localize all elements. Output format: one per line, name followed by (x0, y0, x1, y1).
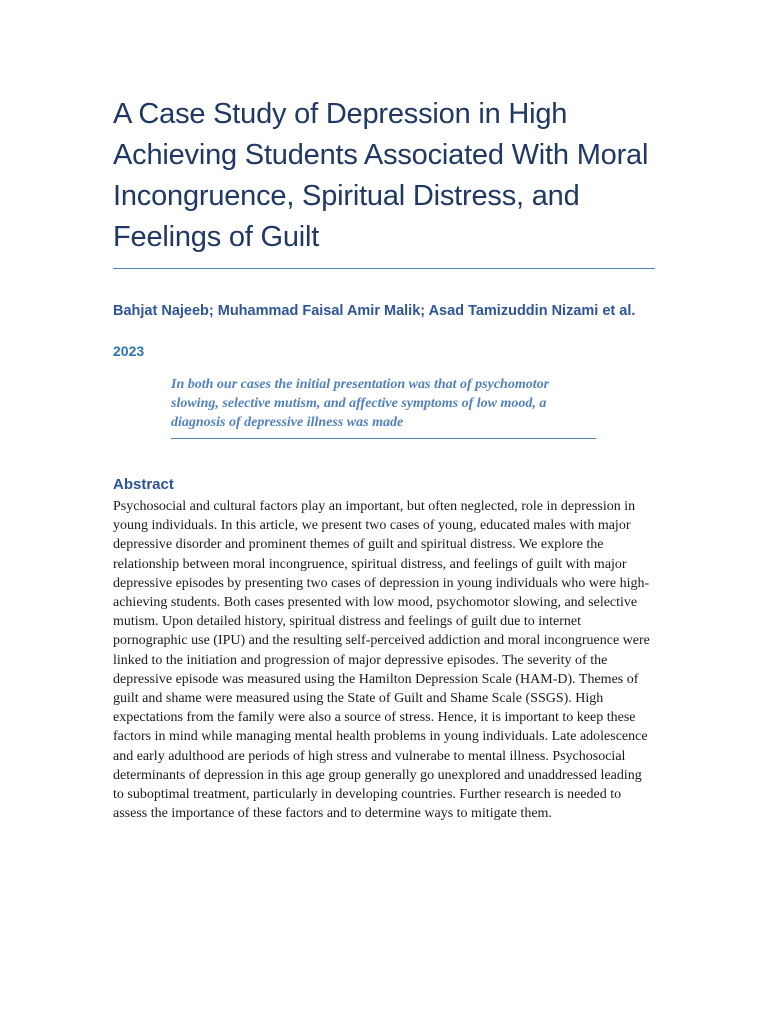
pull-quote: In both our cases the initial presentation was that of psychomotor slowing, selective mutism, and affective symptoms of low mood, a diagnosis of depressive illness was made (171, 375, 596, 439)
document-page (113, 0, 655, 823)
abstract-heading: Abstract (113, 476, 174, 493)
author-list: Bahjat Najeeb; Muhammad Faisal Amir Malik; Asad Tamizuddin Nizami et al. (113, 303, 636, 319)
document-title: A Case Study of Depression in High Achieving Students Associated With Moral Incongruence, Spiritual Distress, and Feelings of Guilt (113, 98, 649, 253)
title-divider (113, 268, 655, 269)
abstract-text: Psychosocial and cultural factors play an important, but often neglected, role in depression in young individuals. In this article, we present two cases of young, educated males with major depressive disorder and prominent themes of guilt and spiritual distress. We explore the relationship between moral incongruence, spiritual distress, and feelings of guilt with major depressive episodes by presenting two cases of depression in young individuals who were high-achieving students. Both cases presented with low mood, psychomotor slowing, and selective mutism. Upon detailed history, spiritual distress and feelings of guilt due to internet pornographic use (IPU) and the resulting self-perceived addiction and moral incongruence were linked to the initiation and progression of major depressive episodes. The severity of the depressive episode was measured using the Hamilton Depression Scale (HAM-D). Themes of guilt and shame were measured using the State of Guilt and Shame Scale (SSGS). High expectations from the family were also a source of stress. Hence, it is important to keep these factors in mind while managing mental health problems in young individuals. Late adolescence and early adulthood are periods of high stress and vulnerabe to mental illness. Psychosocial determinants of depression in this age group generally go unexplored and unaddressed leading to suboptimal treatment, particularly in developing countries. Further research is needed to assess the importance of these factors and to determine ways to mitigate them. (113, 499, 650, 822)
publication-year: 2023 (113, 343, 145, 359)
